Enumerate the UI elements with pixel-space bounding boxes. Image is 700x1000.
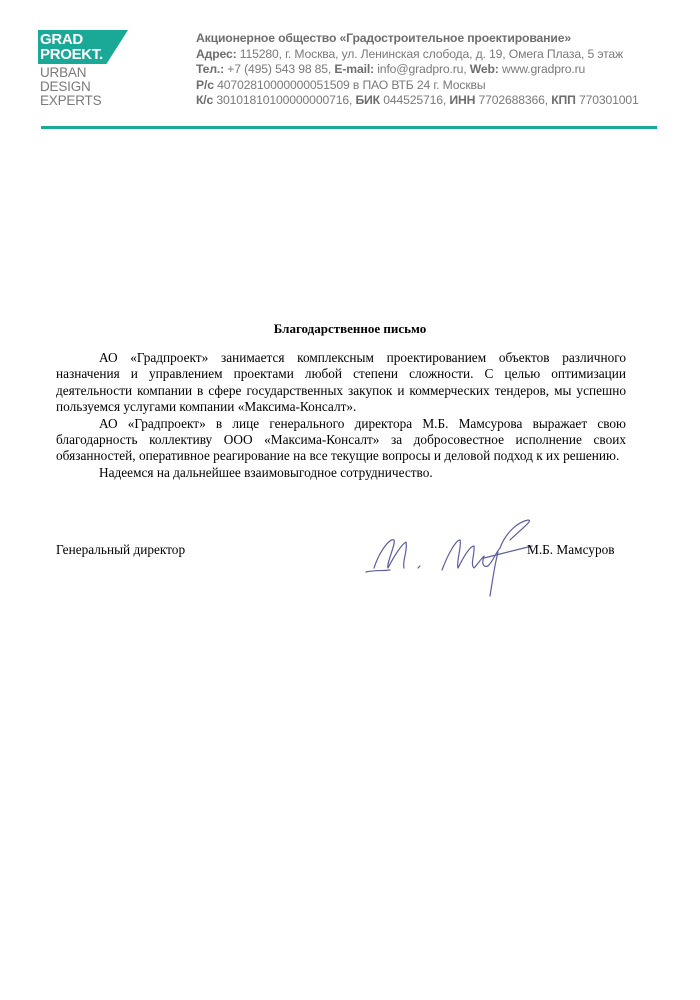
org-name: Акционерное общество «Градостроительное проектирование» <box>196 31 571 45</box>
signatory-name: М.Б. Мамсуров <box>527 542 615 557</box>
inn-value: 7702688366, <box>475 93 552 108</box>
bik-label: БИК <box>355 93 380 108</box>
email-value: info@gradpro.ru, <box>374 62 470 77</box>
letter-paragraph-2: АО «Градпроект» в лице генерального директора М.Б. Мамсурова выражает свою благодарность коллективу ООО «Максима-Консалт» за добросовестное исполнение своих обязанностей, оперативное реагирование на все текущие вопросы и деловой подход к их решению. <box>56 415 626 464</box>
phone-label: Тел.: <box>196 62 225 77</box>
contacts-line <box>196 62 696 78</box>
kpp-label: КПП <box>551 93 576 108</box>
logo-text-proekt: PROEKT. <box>40 46 103 63</box>
bik-value: 044525716, <box>379 93 450 108</box>
address-line <box>196 47 696 63</box>
inn-label: ИНН <box>449 93 476 108</box>
corr-label: К/с <box>196 93 214 108</box>
corr-value: 30101810100000000716, <box>213 93 356 108</box>
logo-text-urban: URBAN <box>40 65 87 80</box>
letter-title: Благодарственное письмо <box>273 321 427 336</box>
address-value: 115280, г. Москва, ул. Ленинская слобода, д. 19, Омега Плаза, 5 этаж <box>236 46 624 61</box>
account-label: Р/с <box>196 77 214 92</box>
account-value: 40702810000000051509 в ПАО ВТБ 24 г. Москвы <box>213 77 486 92</box>
phone-value: +7 (495) 543 98 85, <box>224 62 335 77</box>
logo-text-design: DESIGN <box>40 79 91 94</box>
letterhead <box>196 31 696 109</box>
web-label: Web: <box>469 62 499 77</box>
signatory-position: Генеральный директор <box>56 542 186 557</box>
kpp-value: 770301001 <box>575 93 639 108</box>
address-label: Адрес: <box>196 46 237 61</box>
account-line <box>196 78 696 94</box>
logo-text-grad: GRAD <box>40 31 83 48</box>
logo-text-experts: EXPERTS <box>40 93 102 108</box>
email-label: E-mail: <box>334 62 375 77</box>
letter-body <box>56 350 626 481</box>
bank-details-line <box>196 93 696 109</box>
letter-paragraph-3: Надеемся на дальнейшее взаимовыгодное сотрудничество. <box>99 464 433 480</box>
handwritten-signature <box>360 510 540 600</box>
header-divider <box>41 126 657 129</box>
letter-paragraph-1: АО «Градпроект» занимается комплексным проектированием объектов различного назначения и управлением проектами любой степени сложности. С целью оптимизации деятельности компании в сфере государственных закупок и коммерческих тендеров, мы успешно пользуемся услугами компании «Максима-Консалт». <box>56 350 626 415</box>
company-logo <box>38 30 130 108</box>
web-value: www.gradpro.ru <box>498 62 586 77</box>
